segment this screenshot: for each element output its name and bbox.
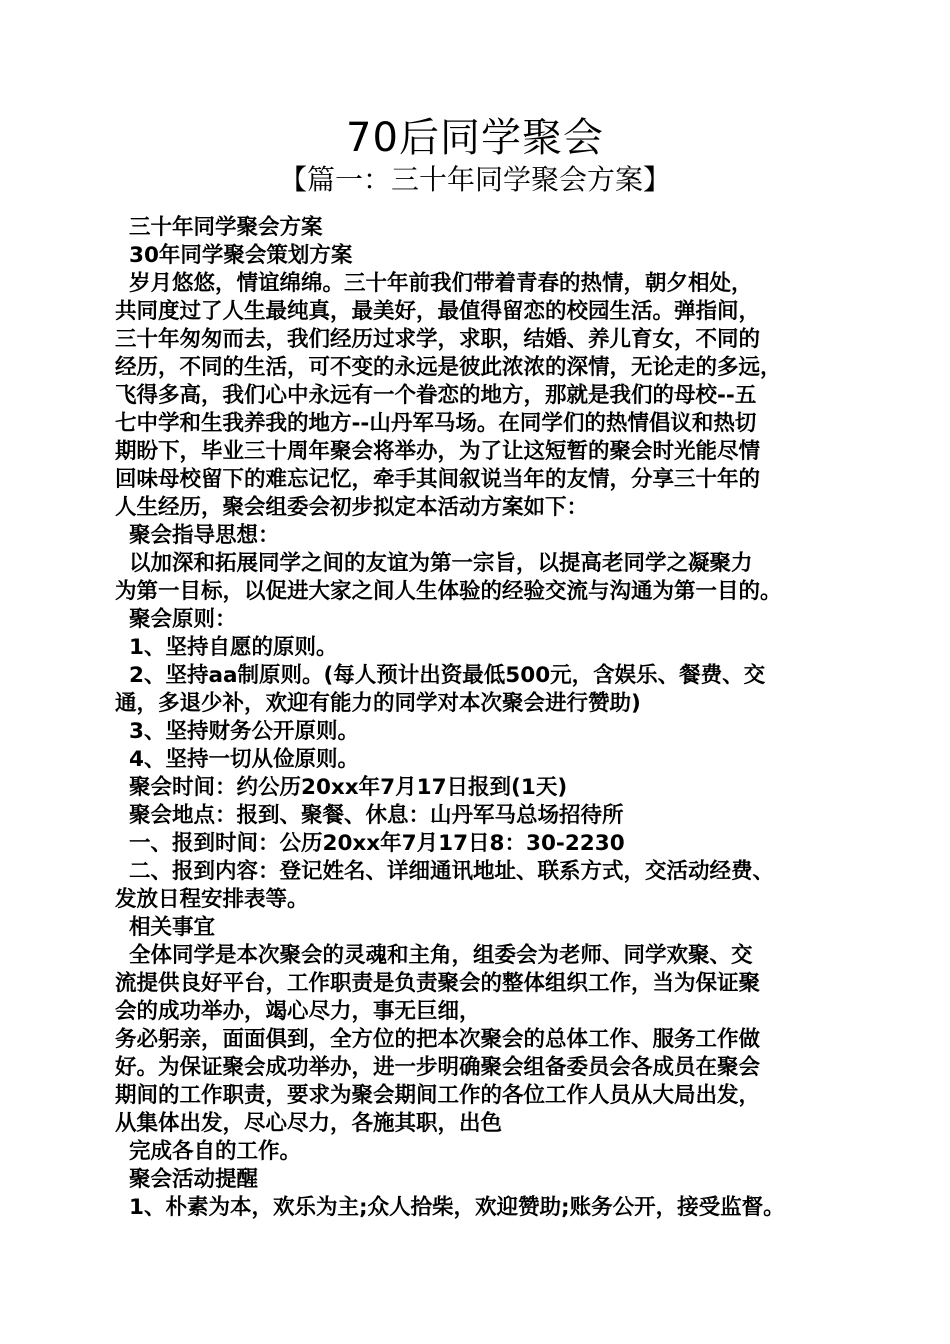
document-title: 70后同学聚会	[346, 115, 604, 161]
text-line: 2、坚持aa制原则。(每人预计出资最低500元，含娱乐、餐费、交	[129, 663, 766, 688]
text-line: 流提供良好平台，工作职责是负责聚会的整体组织工作，当为保证聚	[115, 971, 761, 996]
text-line: 期盼下，毕业三十周年聚会将举办，为了让这短暂的聚会时光能尽情	[115, 439, 761, 464]
text-line: 二、报到内容：登记姓名、详细通讯地址、联系方式，交活动经费、	[129, 859, 775, 884]
text-line: 从集体出发，尽心尽力，各施其职，出色	[115, 1111, 503, 1136]
text-line: 聚会指导思想：	[129, 523, 280, 548]
text-line: 以加深和拓展同学之间的友谊为第一宗旨，以提高老同学之凝聚力	[129, 551, 753, 576]
text-line: 聚会原则：	[129, 607, 237, 632]
text-line: 期间的工作职责，要求为聚会期间工作的各位工作人员从大局出发，	[115, 1083, 761, 1108]
text-line: 岁月悠悠，情谊绵绵。三十年前我们带着青春的热情，朝夕相处，	[129, 271, 753, 296]
text-line: 共同度过了人生最纯真，最美好，最值得留恋的校园生活。弹指间，	[115, 299, 761, 324]
text-line: 1、朴素为本，欢乐为主;众人拾柴，欢迎赞助;账务公开，接受监督。	[129, 1195, 785, 1220]
text-line: 一、报到时间：公历20xx年7月17日8：30-2230	[129, 831, 625, 856]
text-line: 回味母校留下的难忘记忆，牵手其间叙说当年的友情，分享三十年的	[115, 467, 761, 492]
text-line: 人生经历，聚会组委会初步拟定本活动方案如下：	[115, 495, 589, 520]
document-subtitle: 【篇一：三十年同学聚会方案】	[278, 163, 671, 196]
text-line: 三十年同学聚会方案	[129, 215, 323, 240]
text-line: 4、坚持一切从俭原则。	[129, 747, 359, 772]
text-line: 务必躬亲，面面俱到，全方位的把本次聚会的总体工作、服务工作做	[115, 1027, 761, 1052]
text-line: 会的成功举办，竭心尽力，事无巨细，	[115, 999, 481, 1024]
text-line: 通，多退少补，欢迎有能力的同学对本次聚会进行赞助)	[115, 691, 641, 716]
text-line: 3、坚持财务公开原则。	[129, 719, 359, 744]
text-line: 好。为保证聚会成功举办，进一步明确聚会组备委员会各成员在聚会	[115, 1055, 761, 1080]
text-line: 全体同学是本次聚会的灵魂和主角，组委会为老师、同学欢聚、交	[129, 943, 753, 968]
text-line: 30年同学聚会策划方案	[129, 243, 353, 268]
text-line: 七中学和生我养我的地方--山丹军马场。在同学们的热情倡议和热切	[115, 411, 757, 436]
text-line: 聚会地点：报到、聚餐、休息：山丹军马总场招待所	[129, 803, 624, 828]
text-line: 相关事宜	[129, 915, 216, 940]
text-line: 飞得多高，我们心中永远有一个眷恋的地方，那就是我们的母校--五	[115, 383, 757, 408]
text-line: 三十年匆匆而去，我们经历过求学，求职，结婚、养儿育女，不同的	[115, 327, 761, 352]
text-line: 聚会时间：约公历20xx年7月17日报到(1天)	[129, 775, 568, 800]
text-line: 完成各自的工作。	[129, 1139, 302, 1164]
document-body	[115, 214, 850, 1222]
text-line: 聚会活动提醒	[129, 1167, 259, 1192]
text-line: 经历，不同的生活，可不变的永远是彼此浓浓的深情，无论走的多远，	[115, 355, 782, 380]
text-line: 为第一目标，以促进大家之间人生体验的经验交流与沟通为第一目的。	[115, 579, 782, 604]
text-line: 1、坚持自愿的原则。	[129, 635, 338, 660]
text-line: 发放日程安排表等。	[115, 887, 309, 912]
